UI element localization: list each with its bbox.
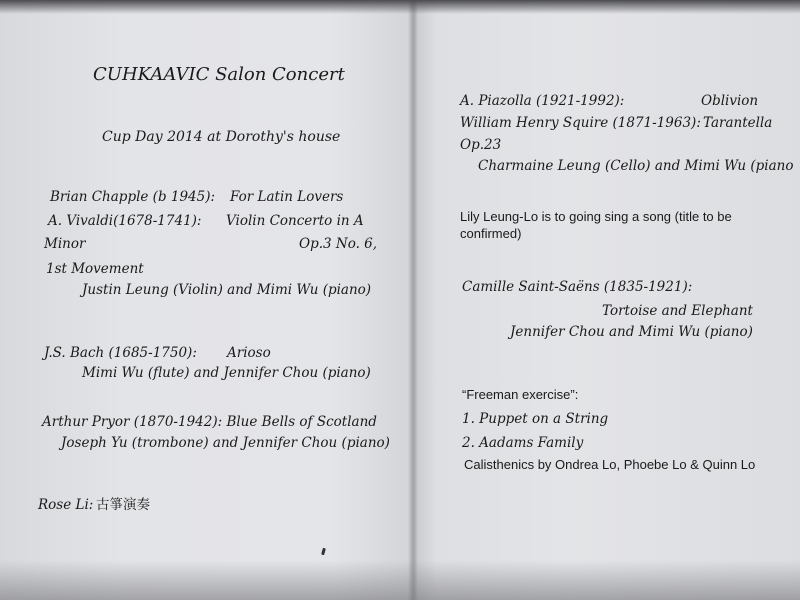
concert-title: CUHKAAVIC Salon Concert	[93, 64, 345, 85]
page-mark	[321, 548, 326, 556]
piece-violin-concerto-key: Minor	[44, 236, 86, 252]
composer-chapple: Brian Chapple (b 1945):	[50, 189, 216, 205]
piece-latin-lovers: For Latin Lovers	[230, 189, 344, 205]
freeman-part1: 1. Puppet on a String	[462, 411, 609, 427]
right-page	[414, 0, 800, 600]
performers-item3: Joseph Yu (trombone) and Jennifer Chou (piano)	[61, 435, 390, 451]
lily-song-line2: confirmed)	[460, 226, 522, 241]
performers-item2: Mimi Wu (flute) and Jennifer Chou (piano)	[82, 365, 371, 381]
composer-vivaldi: A. Vivaldi(1678-1741):	[48, 213, 202, 229]
lily-song-line1: Lily Leung-Lo is to going sing a song (title to be	[460, 209, 732, 224]
performer-rose-li: Rose Li:	[38, 497, 94, 513]
freeman-exercise-heading: “Freeman exercise”:	[462, 387, 579, 402]
composer-bach: J.S. Bach (1685-1750):	[44, 345, 197, 361]
composer-piazolla: A. Piazolla (1921-1992):	[460, 93, 625, 109]
top-shadow	[0, 0, 800, 14]
composer-pryor-line: Arthur Pryor (1870-1942): Blue Bells of Scotland	[42, 414, 377, 430]
performers-calisthenics: Calisthenics by Ondrea Lo, Phoebe Lo & Quinn Lo	[464, 457, 756, 472]
book-spine	[408, 0, 418, 600]
piece-guzheng: 古箏演奏	[96, 497, 150, 513]
piece-arioso: Arioso	[227, 345, 271, 361]
piece-violin-concerto-movement: 1st Movement	[46, 261, 144, 277]
piece-violin-concerto: Violin Concerto in A	[226, 213, 364, 229]
piece-tortoise-elephant: Tortoise and Elephant	[602, 303, 753, 319]
concert-subtitle: Cup Day 2014 at Dorothy's house	[102, 129, 341, 145]
bottom-shade	[0, 560, 800, 600]
performers-item1: Justin Leung (Violin) and Mimi Wu (piano)	[82, 282, 372, 298]
piece-tarantella-opus: Op.23	[460, 137, 502, 153]
performers-right-item3: Jennifer Chou and Mimi Wu (piano)	[510, 324, 753, 340]
composer-squire: William Henry Squire (1871-1963):	[460, 115, 701, 131]
performers-right-item1: Charmaine Leung (Cello) and Mimi Wu (piano	[478, 158, 794, 174]
piece-violin-concerto-opus: Op.3 No. 6,	[299, 236, 378, 252]
piece-tarantella: Tarantella	[703, 115, 773, 131]
freeman-part2: 2. Aadams Family	[462, 435, 584, 451]
composer-saint-saens: Camille Saint-Saëns (1835-1921):	[462, 279, 693, 295]
piece-oblivion: Oblivion	[701, 93, 759, 109]
